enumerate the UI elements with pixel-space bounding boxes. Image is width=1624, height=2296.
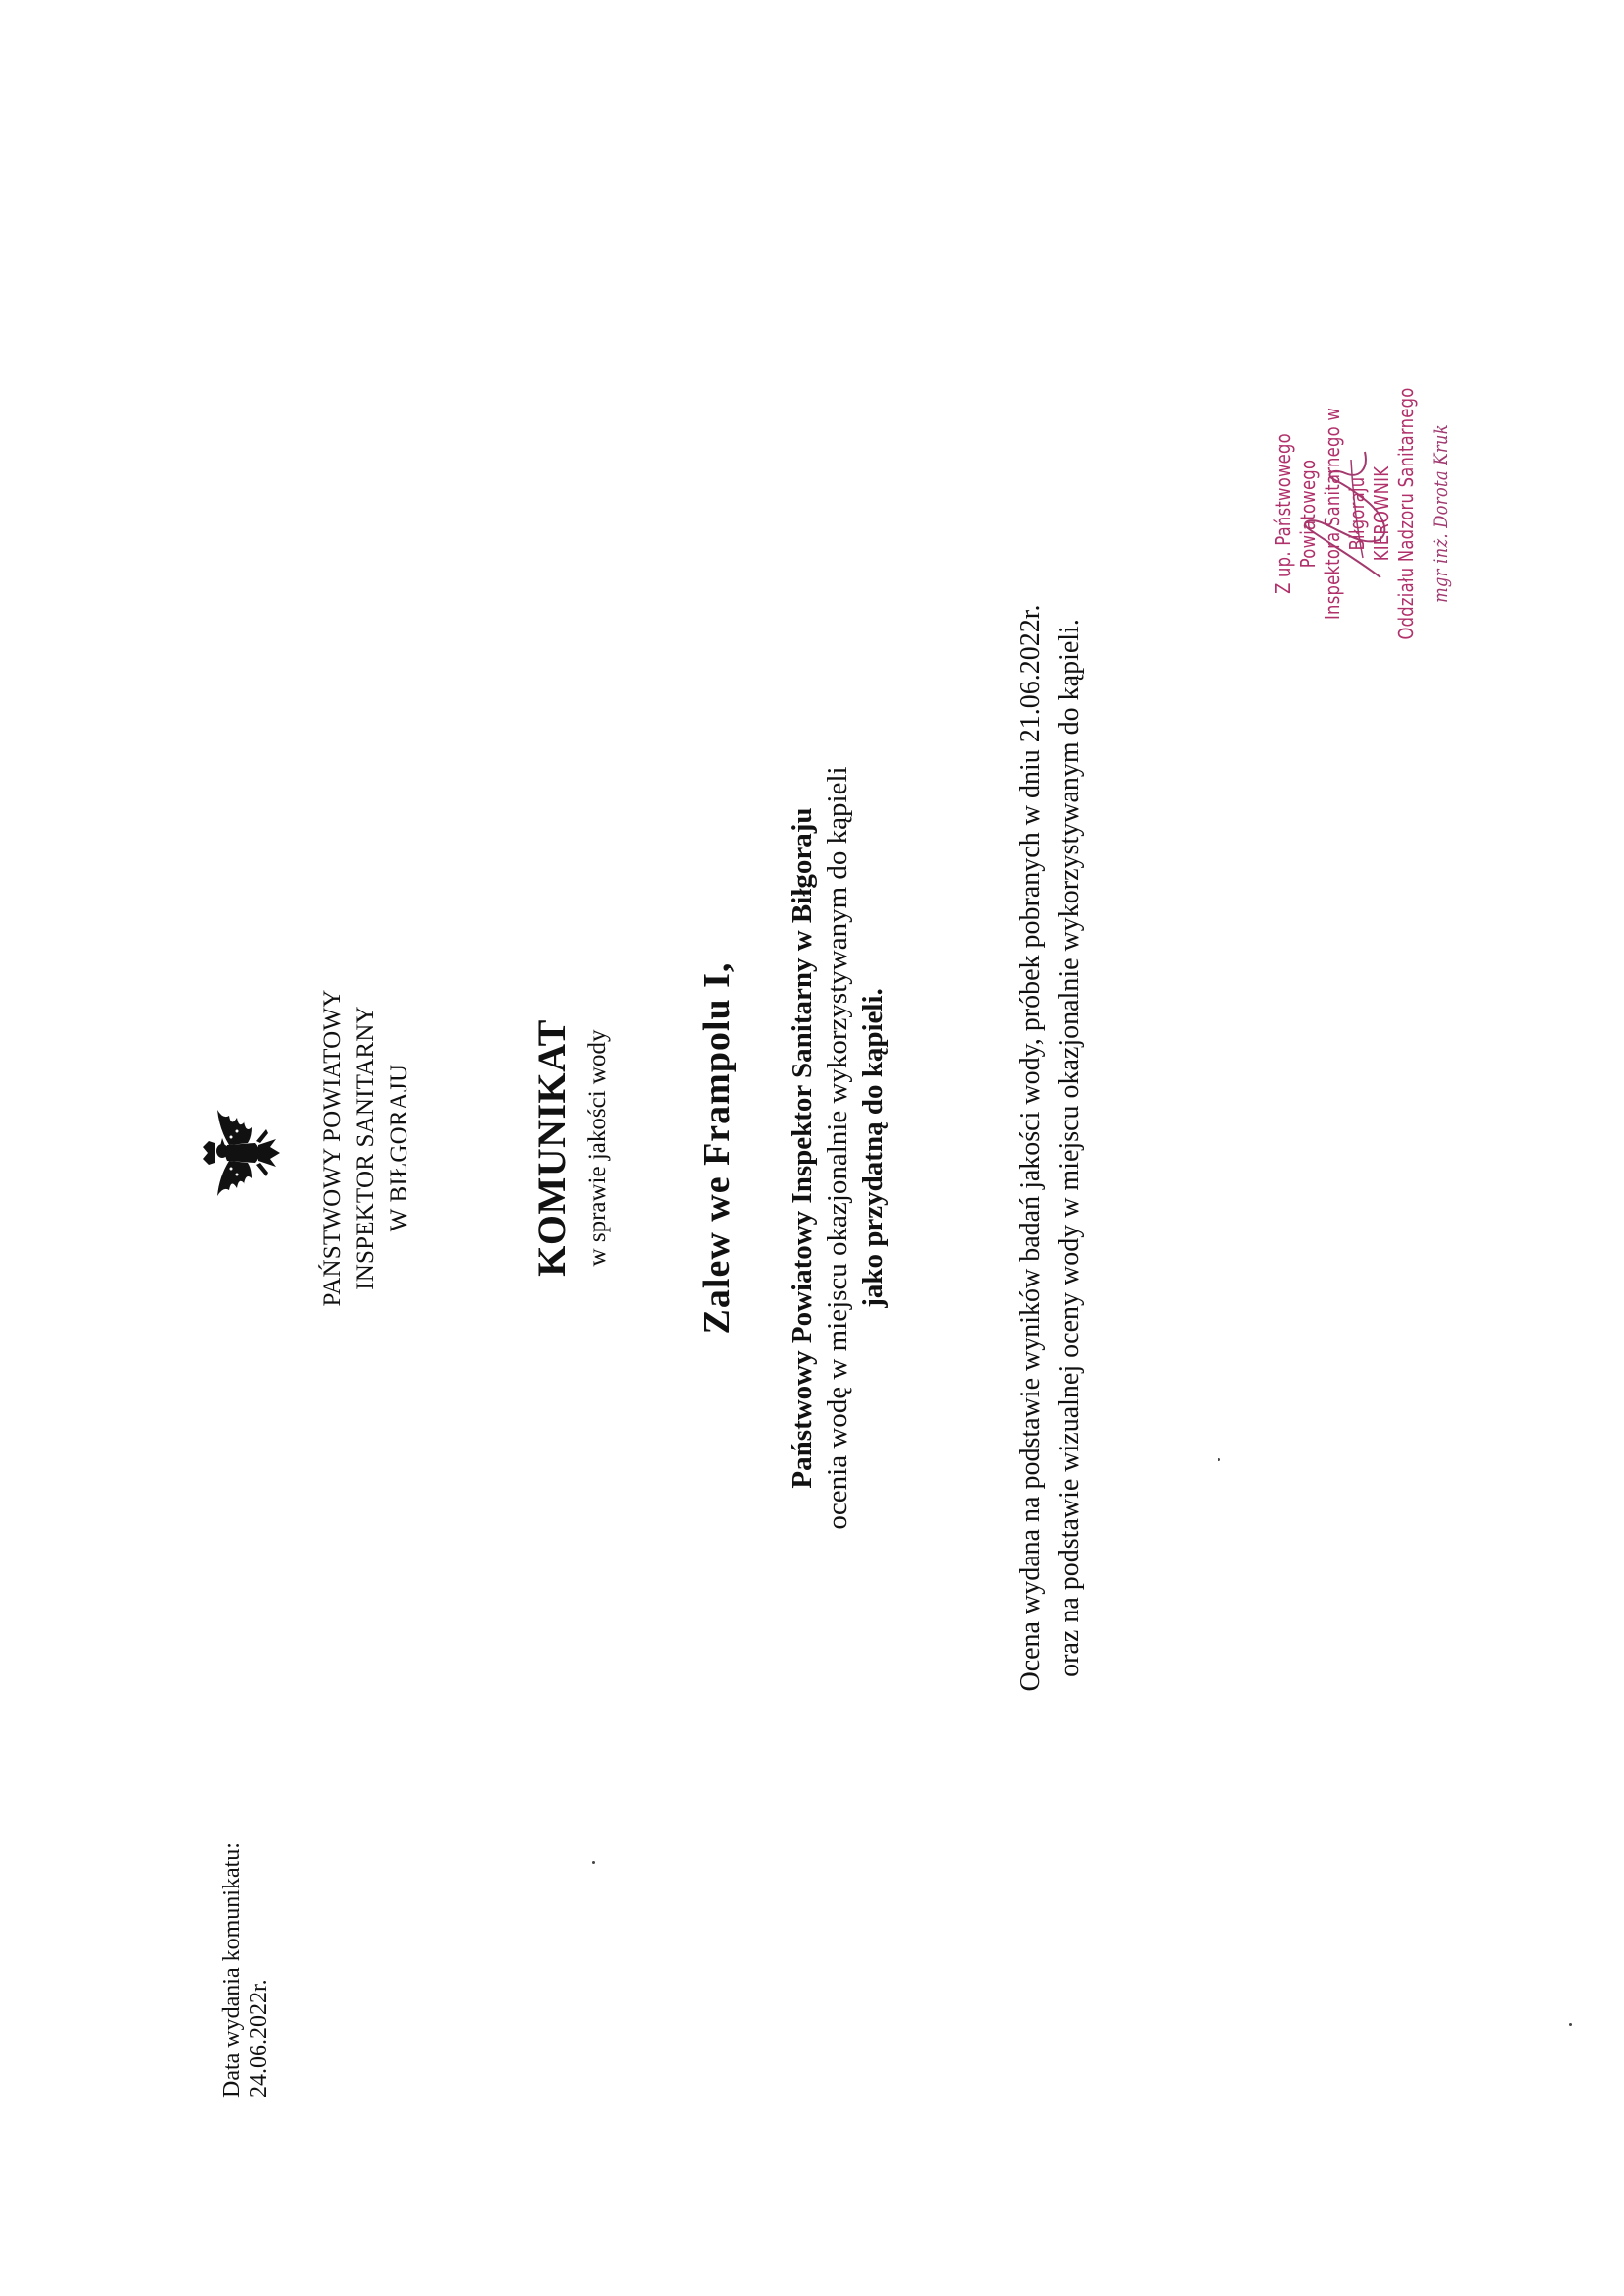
- assessment-basis-line-1: Ocena wydana na podstawie wyników badań jakości wody, próbek pobranych w dniu 21.06.2022r.: [1015, 604, 1046, 1692]
- document-subtitle: w sprawie jakości wody: [584, 1029, 611, 1267]
- official-stamp: [1272, 381, 1453, 647]
- stamp-line-2: Inspektora Sanitarnego w Biłgoraju: [1321, 407, 1369, 621]
- header-line-2: INSPEKTOR SANITARNY: [352, 1006, 379, 1290]
- issue-date-value: 24.06.2022r.: [246, 1979, 272, 2098]
- assessment-statement: ocenia wodę w miejscu okazjonalnie wykorzystywanym do kąpieli: [822, 766, 853, 1530]
- scan-speck: [1569, 2023, 1572, 2026]
- stamp-line-4: Oddziału Nadzoru Sanitarnego: [1394, 387, 1418, 640]
- polish-eagle-emblem-icon: [201, 1094, 299, 1212]
- header-line-1: PAŃSTWOWY POWIATOWY: [319, 989, 346, 1307]
- issue-date-block: [218, 1842, 273, 2098]
- signatory-name: mgr inż. Dorota Kruk: [1429, 424, 1452, 603]
- verdict-line: jako przydatną do kąpieli.: [857, 988, 889, 1308]
- scan-speck: [1218, 1458, 1220, 1461]
- assessment-basis-line-2: oraz na podstawie wizualnej oceny wody w miejscu okazjonalnie wykorzystywanym do kąpieli.: [1055, 619, 1085, 1677]
- stamp-line-3: KIEROWNIK: [1370, 465, 1393, 562]
- bathing-site-name: Zalew we Frampolu I,: [696, 961, 737, 1335]
- stamp-line-1: Z up. Państwowego Powiatowego: [1272, 433, 1320, 594]
- document-title: KOMUNIKAT: [529, 1019, 573, 1277]
- issue-date-label: Data wydania komunikatu:: [219, 1842, 244, 2098]
- scan-speck: [592, 1861, 595, 1864]
- authority-line: Państwowy Powiatowy Inspektor Sanitarny w Biłgoraju: [786, 807, 818, 1489]
- header-line-3: W BIŁGORAJU: [386, 1064, 412, 1232]
